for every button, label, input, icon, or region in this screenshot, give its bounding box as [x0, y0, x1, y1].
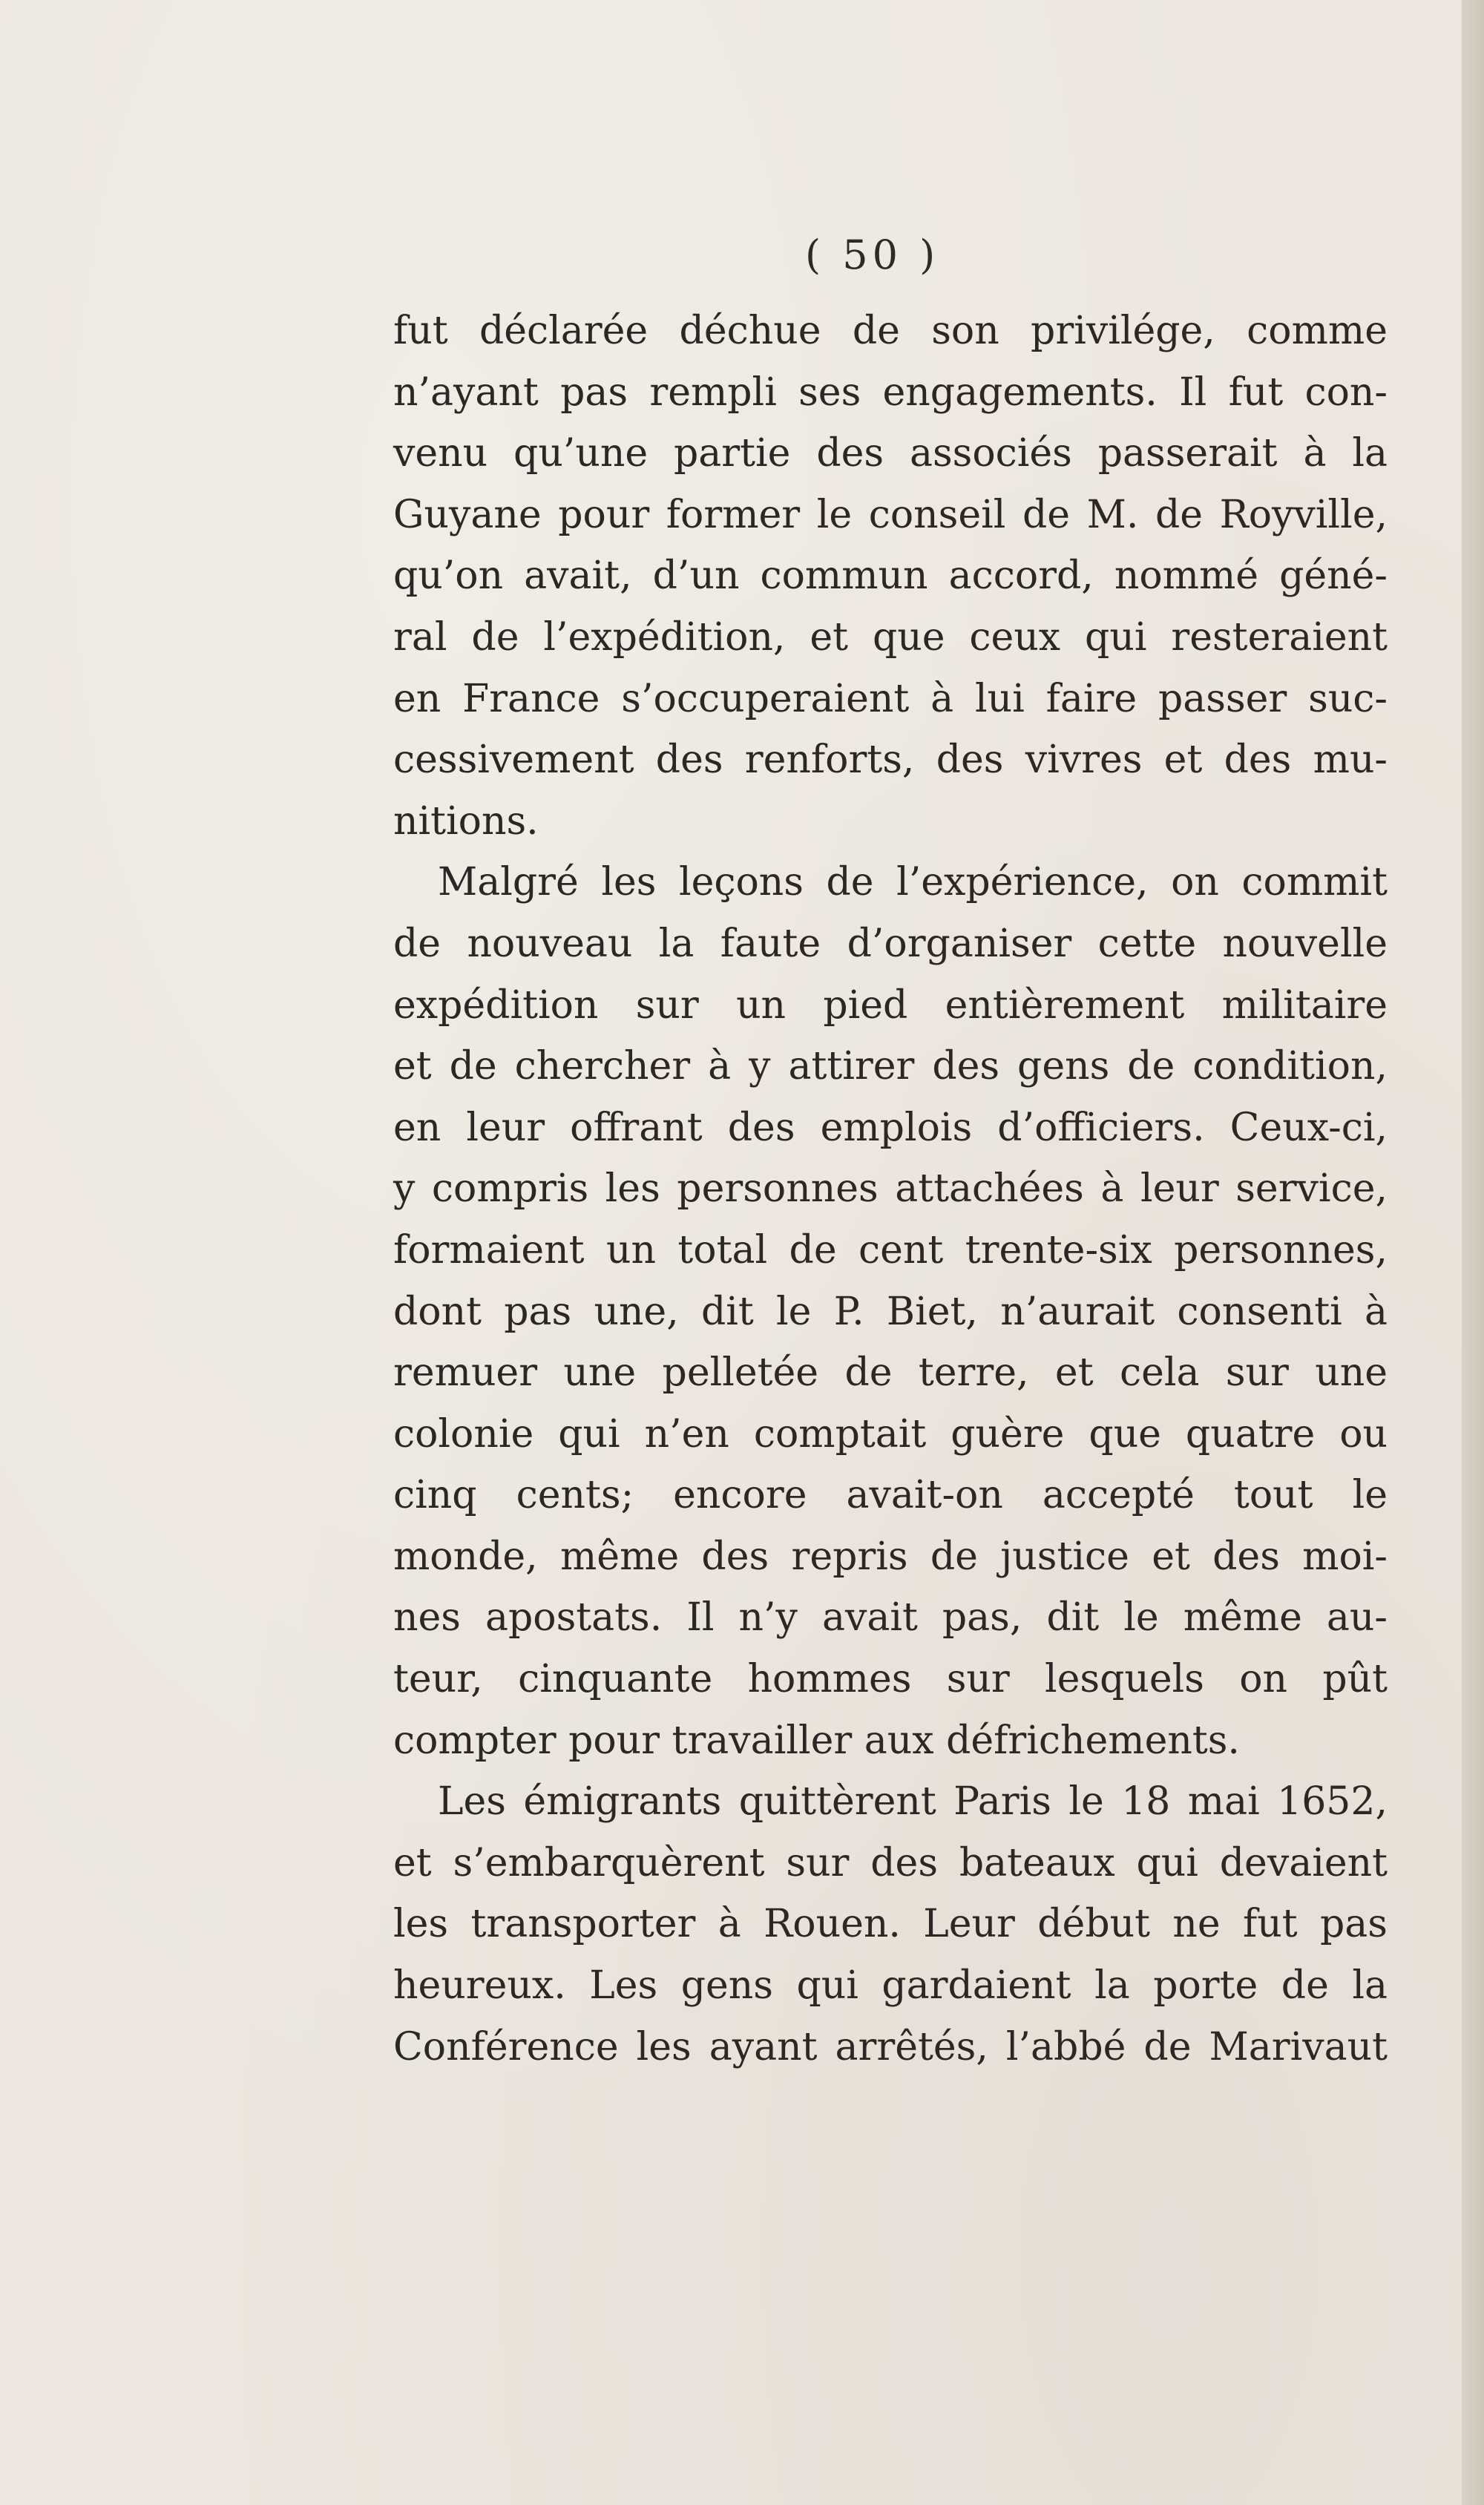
text-line: expédition sur un pied entièrement militaire	[393, 982, 1388, 1028]
page-number: ( 50 )	[805, 232, 940, 278]
text-line: Conférence les ayant arrêtés, l’abbé de Marivaut	[393, 2024, 1388, 2069]
text-line: fut déclarée déchue de son privilége, comme	[393, 309, 1388, 353]
text-line: en France s’occuperaient à lui faire passer suc-	[393, 676, 1388, 721]
text-line: teur, cinquante hommes sur lesquels on pût	[393, 1657, 1388, 1702]
text-line: nitions.	[393, 798, 539, 844]
text-line: remuer une pelletée de terre, et cela sur une	[393, 1350, 1388, 1396]
text-line: n’ayant pas rempli ses engagements. Il fut con-	[393, 370, 1388, 415]
text-line: compter pour travailler aux défrichements.	[393, 1718, 1240, 1763]
text-line: monde, même des repris de justice et des moi-	[393, 1534, 1388, 1579]
text-line: les transporter à Rouen. Leur début ne fut pas	[393, 1902, 1388, 1947]
paragraph-2	[393, 852, 1388, 1771]
text-line: Les émigrants quittèrent Paris le 18 mai 1652,	[438, 1779, 1388, 1825]
text-line: Malgré les leçons de l’expérience, on commit	[438, 860, 1388, 905]
text-line: cinq cents; encore avait-on accepté tout le	[393, 1473, 1388, 1518]
text-line: colonie qui n’en comptait guère que quatre ou	[393, 1411, 1388, 1457]
text-line: Guyane pour former le conseil de M. de Royville,	[393, 492, 1388, 537]
text-line: heureux. Les gens qui gardaient la porte de la	[393, 1963, 1388, 2009]
text-line: nes apostats. Il n’y avait pas, dit le même au-	[393, 1595, 1388, 1641]
body-text	[393, 301, 1388, 2078]
page-edge	[1462, 0, 1484, 2505]
text-line: venu qu’une partie des associés passerait à la	[393, 431, 1388, 476]
text-line: dont pas une, dit le P. Biet, n’aurait consenti à	[393, 1289, 1388, 1334]
paragraph-1	[393, 301, 1388, 852]
text-line: et de chercher à y attirer des gens de condition,	[393, 1044, 1388, 1089]
text-line: en leur offrant des emplois d’officiers. Ceux-ci,	[393, 1105, 1388, 1150]
text-line: y compris les personnes attachées à leur service,	[393, 1166, 1388, 1212]
text-line: cessivement des renforts, des vivres et des mu-	[393, 738, 1388, 783]
text-line: et s’embarquèrent sur des bateaux qui devaient	[393, 1840, 1388, 1885]
text-line: ral de l’expédition, et que ceux qui resteraient	[393, 614, 1388, 660]
text-line: qu’on avait, d’un commun accord, nommé géné-	[393, 554, 1388, 599]
text-line: de nouveau la faute d’organiser cette nouvelle	[393, 921, 1388, 966]
text-line: formaient un total de cent trente-six personnes,	[393, 1227, 1388, 1273]
paragraph-3	[393, 1771, 1388, 2078]
